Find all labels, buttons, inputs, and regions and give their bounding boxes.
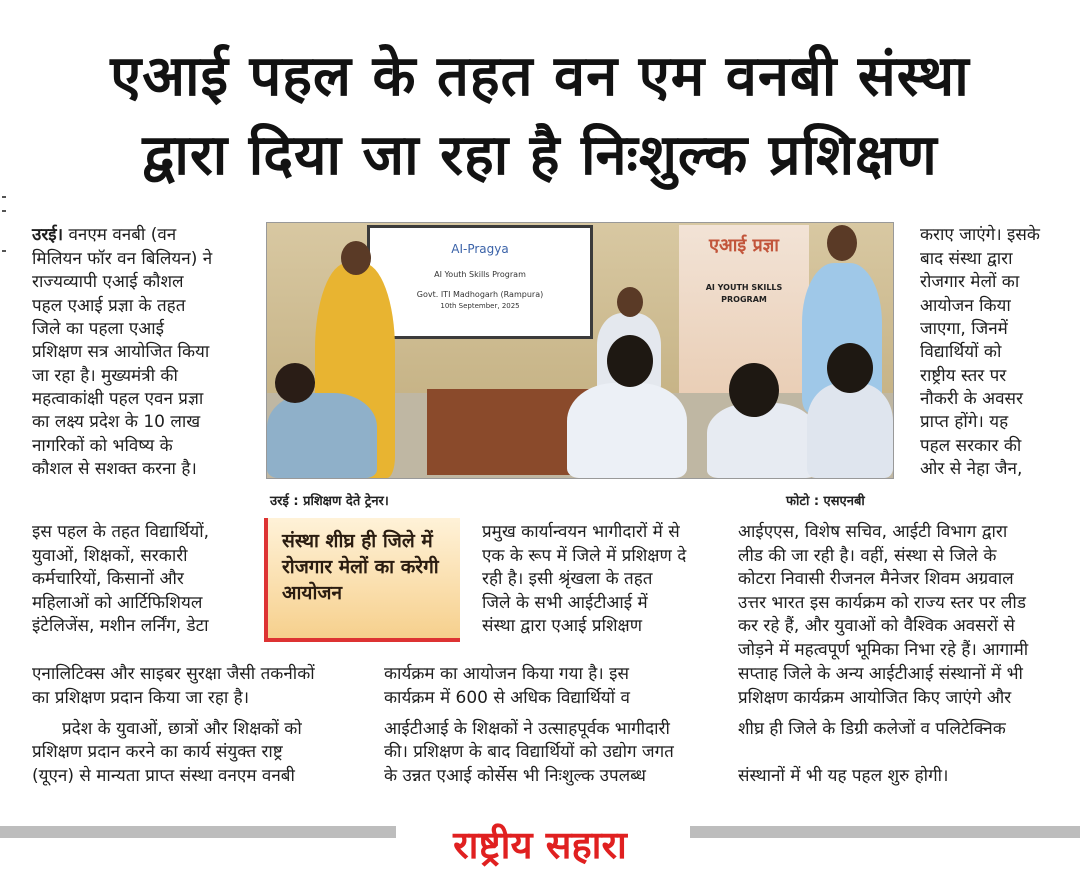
article-line: मिलियन फॉर वन बिलियन) ने [32, 249, 213, 269]
edge-mark [2, 250, 6, 252]
student-head [729, 363, 779, 417]
article-line: युवाओं, शिक्षकों, सरकारी [32, 546, 188, 566]
article-line: प्रशिक्षण प्रदान करने का कार्य संयुक्त राष्ट्र [32, 742, 283, 762]
article-line: आयोजन किया [920, 296, 1011, 316]
news-photo [266, 222, 894, 479]
article-line: राष्ट्रीय स्तर पर [920, 366, 1007, 386]
article-line: महिलाओं को आर्टिफिशियल [32, 593, 203, 613]
article-line: रही है। इसी श्रृंखला के तहत [482, 569, 653, 589]
article-line: विद्यार्थियों को [920, 342, 1002, 362]
article-line: महत्वाकांक्षी पहल एवन प्रज्ञा [32, 389, 204, 409]
article-line: इंटेलिजेंस, मशीन लर्निंग, डेटा [32, 616, 209, 636]
article-line: सप्ताह जिले के अन्य आईटीआई संस्थानों में भी [738, 664, 1023, 684]
article-line: आईएएस, विशेष सचिव, आईटी विभाग द्वारा [738, 522, 1008, 542]
article-line: रोजगार मेलों का [920, 272, 1020, 292]
article-text: वनएम वनबी (वन [63, 225, 177, 245]
screen-title: AI-Pragya [451, 242, 509, 256]
article-line: आईटीआई के शिक्षकों ने उत्साहपूर्वक भागीदारी [384, 719, 670, 739]
article-line: ओर से नेहा जैन, [920, 459, 1023, 479]
screen-date: 10th September, 2025 [440, 302, 520, 310]
student-head [607, 335, 653, 387]
student-figure [567, 383, 687, 478]
headline-line-1: एआई पहल के तहत वन एम वनबी संस्था [110, 44, 970, 109]
newspaper-masthead: राष्ट्रीय सहारा [453, 823, 627, 867]
dateline: उरई। [32, 225, 64, 245]
article-line: का प्रशिक्षण प्रदान किया जा रहा है। [32, 688, 250, 708]
headline-line-2: द्वारा दिया जा रहा है निःशुल्क प्रशिक्षण [142, 123, 938, 188]
edge-mark [2, 210, 6, 212]
article-line: नौकरी के अवसर [920, 389, 1023, 409]
highlight-box [264, 518, 460, 642]
banner-line: PROGRAM [721, 295, 767, 304]
article-line: पहल एआई प्रज्ञा के तहत [32, 296, 186, 316]
article-line: के उन्नत एआई कोर्सेस भी निःशुल्क उपलब्ध [384, 766, 646, 786]
article-line: संस्थानों में भी यह पहल शुरु होगी। [738, 766, 949, 786]
student-figure [267, 393, 377, 478]
article-line: नागरिकों को भविष्य के [32, 436, 173, 456]
article-line: (यूएन) से मान्यता प्राप्त संस्था वनएम वनबी [32, 766, 295, 786]
article-line: जाएगा, जिनमें [920, 319, 1008, 339]
banner-title: एआई प्रज्ञा [709, 235, 779, 256]
article-line: जा रहा है। मुख्यमंत्री की [32, 366, 178, 386]
screen-subtitle: AI Youth Skills Program [434, 270, 526, 279]
article-line: कोटरा निवासी रीजनल मैनेजर शिवम अग्रवाल [738, 569, 1014, 589]
standing-man-head [827, 225, 857, 261]
article-line: बाद संस्था द्वारा [920, 249, 1013, 269]
article-line: एनालिटिक्स और साइबर सुरक्षा जैसी तकनीकों [32, 664, 315, 684]
article-line: प्रशिक्षण सत्र आयोजित किया [32, 342, 210, 362]
article-line: कर रहे हैं, और युवाओं को वैश्विक अवसरों से [738, 616, 1015, 636]
edge-mark [2, 196, 6, 198]
trainer-head [341, 241, 371, 275]
photo-caption: उरई : प्रशिक्षण देते ट्रेनर। [270, 494, 389, 509]
article-line: संस्था द्वारा एआई प्रशिक्षण [482, 616, 643, 636]
article-line: प्रशिक्षण कार्यक्रम आयोजित किए जाएंगे और [738, 688, 1012, 708]
article-line: कार्यक्रम का आयोजन किया गया है। इस [384, 664, 629, 684]
article-line: कर्मचारियों, किसानों और [32, 569, 184, 589]
article-line: उत्तर भारत इस कार्यक्रम को राज्य स्तर पर लीड [738, 593, 1026, 613]
article-line: प्रमुख कार्यान्वयन भागीदारों में से [482, 522, 680, 542]
article-line: इस पहल के तहत विद्यार्थियों, [32, 522, 210, 542]
student-head [827, 343, 873, 393]
article-line: जिले के सभी आईटीआई में [482, 593, 648, 613]
screen-venue: Govt. ITI Madhogarh (Rampura) [416, 290, 544, 299]
article-line: की। प्रशिक्षण के बाद विद्यार्थियों को उद्योग जगत [384, 742, 674, 762]
article-line: जोड़ने में महत्वपूर्ण भूमिका निभा रहे हैं। आगामी [738, 640, 1029, 660]
student-figure [807, 383, 893, 478]
article-line: लीड की जा रही है। वहीं, संस्था से जिले के [738, 546, 997, 566]
article-line: कौशल से सशक्त करना है। [32, 459, 197, 479]
seated-official-head [617, 287, 643, 317]
article-line: पहल सरकार की [920, 436, 1022, 456]
article-line: प्राप्त होंगे। यह [920, 412, 1009, 432]
article-line: का लक्ष्य प्रदेश के 10 लाख [32, 412, 201, 432]
article-line: एक के रूप में जिले में प्रशिक्षण दे [482, 546, 687, 566]
article-line [32, 224, 260, 247]
photo-credit: फोटो : एसएनबी [786, 494, 865, 509]
article-line: प्रदेश के युवाओं, छात्रों और शिक्षकों को [62, 719, 302, 739]
article-line: कार्यक्रम में 600 से अधिक विद्यार्थियों व [384, 688, 630, 708]
article-line: राज्यव्यापी एआई कौशल [32, 272, 184, 292]
article-line: शीघ्र ही जिले के डिग्री कलेजों व पलिटेक्निक [738, 719, 1006, 739]
article-line: जिले का पहला एआई [32, 319, 164, 339]
student-head [275, 363, 315, 403]
highlight-text: संस्था शीघ्र ही जिले में रोजगार मेलों का करेगी आयोजन [282, 530, 439, 604]
projector-screen [367, 225, 593, 339]
article-line: कराए जाएंगे। इसके [920, 225, 1040, 245]
banner-line: AI YOUTH SKILLS [705, 283, 783, 292]
